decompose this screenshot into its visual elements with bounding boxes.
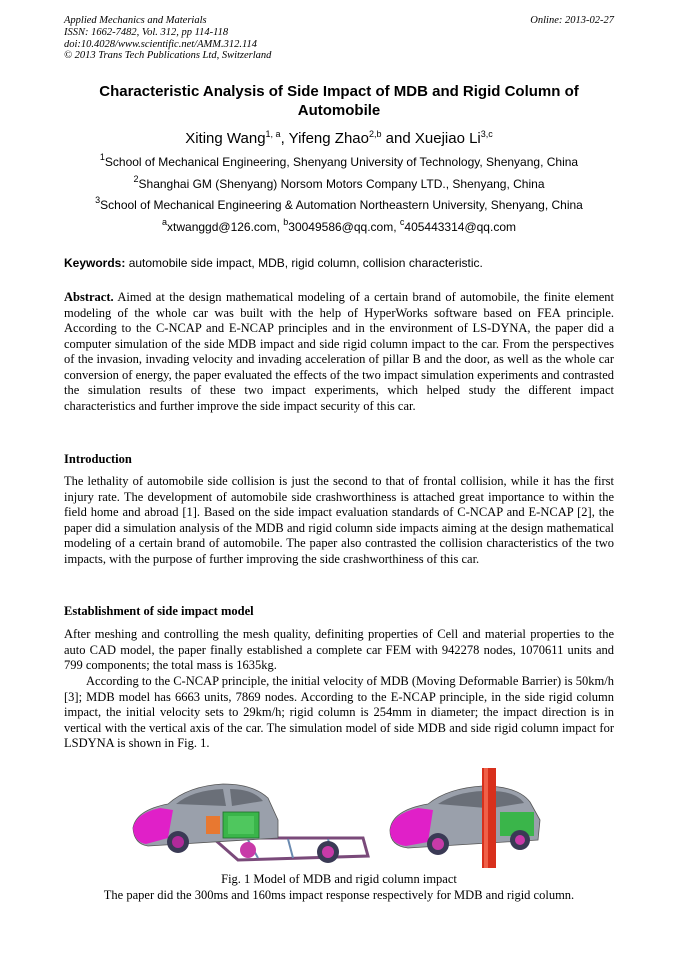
abstract [64,290,614,414]
journal-header [64,15,271,62]
journal-issn: ISSN: 1662-7482, Vol. 312, pp 114-118 [64,26,229,38]
keywords-label: Keywords: [64,256,126,270]
introduction-paragraph: The lethality of automobile side collision is just the second to that of frontal collision, while it has the first injury rate. The development of automobile side crashworthiness is attached great importance to within the field home and abroad [1]. Based on the side impact evaluation standards of C-NCAP and E-NCAP [2], the paper did a simulation analysis of the MDB and rigid column side impacts aiming at the design mathematical modeling of a certain brand of automobile. The paper also contrasted the collision characteristics of the two impacts, with the purpose of further improving the side crashworthiness of this car. [64,474,614,566]
body-text-line: The paper did the 300ms and 160ms impact response respectively for MDB and rigid column. [103,888,575,902]
author-name: Xuejiao Li [414,130,481,147]
section-heading-establishment: Establishment of side impact model [64,604,254,618]
journal-copyright: © 2013 Trans Tech Publications Ltd, Switzerland [64,50,272,62]
journal-doi: doi:10.4028/www.scientific.net/AMM.312.114 [64,38,257,50]
affiliation-text: Shanghai GM (Shenyang) Norsom Motors Company LTD., Shenyang, China [138,177,545,191]
rigid-column-car [390,786,540,855]
keywords-text: automobile side impact, MDB, rigid column, collision characteristic. [128,256,483,270]
affiliation-text: School of Mechanical Engineering & Automation Northeastern University, Shenyang, China [100,198,583,212]
figure-caption: Fig. 1 Model of MDB and rigid column impact [221,872,457,886]
email-list: $^a$xtwanggd@126.com, $^b$30049586@qq.com, $^c$405443314@qq.com [162,217,516,234]
author-name: Xiting Wang [185,130,266,147]
affiliation-sup: 2 [133,174,139,184]
figure-1-image [128,768,548,870]
author-separator: and [381,130,415,147]
author-sup: 2,b [368,129,382,139]
online-date: Online: 2013-02-27 [530,15,614,26]
affiliation [64,152,614,169]
email-sup: a [162,217,168,227]
affiliation-sup: 3 [95,195,101,205]
affiliation [64,195,614,212]
affiliation-sup: 1 [99,152,105,162]
email-link[interactable]: 30049586@qq.com [288,220,394,234]
abstract-text: Aimed at the design mathematical modeling of a certain brand of automobile, the finite element modeling of the whole car was built with the help of HyperWorks software based on FEA principle. According to the C-NCAP and E-NCAP principles and in the environment of LS-DYNA, the paper did a computer simulation of the side MDB impact and side rigid column impact to the car. From the perspectives of the invasion, invading velocity and invading acceleration of pillar B and the door, as well as the whole car conversion of energy, the paper evaluated the effects of the two impact simulation experiments and contrasted the simulation results of these two impact experiments, which helped study the different impact characteristics and further improve the side impact security of this car. [64,290,615,413]
establishment-paragraph-1: After meshing and controlling the mesh quality, definiting properties of Cell and material properties to the auto CAD model, the paper finally established a complete car FEM with 942278 nodes, 1070611 units and 799 components; the total mass is 1635kg. [64,627,614,672]
author-sup: 3,c [480,129,493,139]
author-name: Yifeng Zhao [288,130,369,147]
author-list [64,130,614,147]
email-sup: b [283,217,289,227]
mdb-impact-car [133,784,368,863]
section-heading-introduction: Introduction [64,452,132,466]
journal-name: Applied Mechanics and Materials [64,15,207,26]
email-link[interactable]: xtwanggd@126.com [167,220,277,234]
paper-title: Characteristic Analysis of Side Impact of MDB and Rigid Column of Automobile [99,83,579,119]
author-separator: , [280,130,289,147]
author-sup: 1, a [265,129,281,139]
email-link[interactable]: 405443314@qq.com [404,220,516,234]
affiliation-text: School of Mechanical Engineering, Shenyang University of Technology, Shenyang, China [104,155,579,169]
rigid-column-pole [482,768,496,868]
email-sup: c [399,217,405,227]
abstract-label: Abstract. [64,290,114,304]
keywords [64,256,614,270]
affiliation [64,174,614,191]
establishment-paragraph-2: According to the C-NCAP principle, the initial velocity of MDB (Moving Deformable Barrier) is 50km/h [3]; MDB model has 6663 units, 7869 nodes. According to the E-NCAP principle, in the side rigid column impact, the initial velocity sets to 29km/h; rigid column is 254mm in diameter; the impact direction is in vertical with the vertical axis of the car. The simulation model of side MDB and side rigid column impact for LSDYNA is shown in Fig. 1. [64,674,614,750]
